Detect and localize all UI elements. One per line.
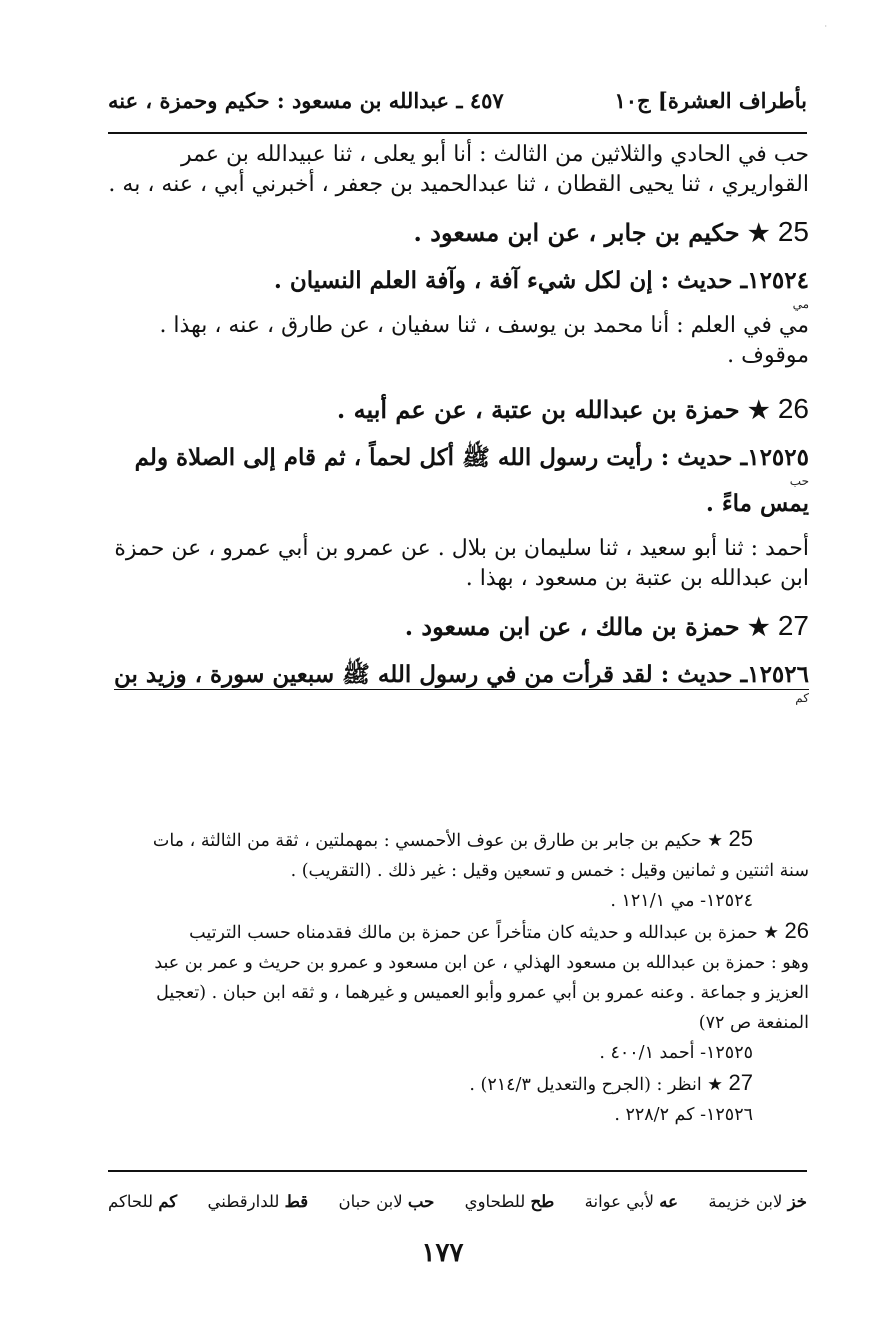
hadith-12525: ١٢٥٢٥ـ حديث : رأيت رسول الله ﷺ أكل لحماً ، ثم قام إلى الصلاة ولم [134,444,809,471]
narrator-heading-27 [106,608,809,645]
footnote-number: 25 [728,826,753,851]
paragraph-line: أحمد : ثنا أبو سعيد ، ثنا سليمان بن بلال . عن عمرو بن أبي عمرو ، عن حمزة [114,536,809,561]
star-icon: ★ [747,218,770,247]
hadith-12526-text: ١٢٥٢٦ـ حديث : لقد قرأت من في رسول الله ﷺ سبعين سورة ، وزيد بن [113,661,809,688]
narrator-name: حكيم بن جابر ، عن ابن مسعود . [413,218,740,247]
footnote-line: سنة اثنتين و ثمانين وقيل : خمس و تسعين وقيل : غير ذلك . (التقريب) . [290,861,809,881]
source-symbol: كم [795,691,809,705]
footnote-27 [106,1068,809,1100]
abbr-item: عه لأبي عوانة [584,1191,678,1211]
footnote-number: 27 [728,1070,753,1095]
footnote-number: 26 [784,918,809,943]
footnote-text: ★ حمزة بن عبدالله و حديثه كان متأخراً عن حمزة بن مالك فقدمناه حسب الترتيب [189,923,779,943]
abbr-item: حب لابن حبان [338,1191,435,1211]
footnote-12526: ١٢٥٢٦- كم ٢٢٨/٢ . [614,1105,753,1125]
narrator-number: 27 [777,610,809,641]
abbr-item: طح للطحاوي [464,1191,555,1211]
hadith-12525-cont: يمس ماءً . [705,490,809,517]
footnote-line: المنفعة ص ٧٢) [698,1013,809,1033]
paragraph-line: القواريري ، ثنا يحيى القطان ، ثنا عبدالحميد بن جعفر ، أخبرني أبي ، عنه ، به . [108,172,809,197]
footer-rule [108,1170,807,1172]
footnote-12524: ١٢٥٢٤- مي ١٢١/١ . [610,891,753,911]
abbreviation-key [108,1184,807,1218]
source-symbol: حب [789,474,809,488]
narrator-name: حمزة بن عبدالله بن عتبة ، عن عم أبيه . [336,395,740,424]
paragraph-line: موقوف . [727,343,809,368]
paragraph-line: حب في الحادي والثلاثين من الثالث : أنا أبو يعلى ، ثنا عبيدالله بن عمر [181,142,809,167]
footnotes [106,824,809,1130]
paragraph-line: ابن عبدالله بن عتبة بن مسعود ، بهذا . [465,566,809,591]
abbr-item: كم للحاكم [108,1191,178,1211]
main-text [106,140,809,705]
narrator-number: 26 [777,393,809,424]
narrator-heading-25 [106,214,809,251]
hadith-12526 [106,659,809,691]
footnote-12525: ١٢٥٢٥- أحمد ٤٠٠/١ . [599,1043,753,1063]
header-section-title: ٤٥٧ ـ عبدالله بن مسعود : حكيم وحمزة ، عنه [108,87,504,113]
narrator-heading-26 [106,391,809,428]
footnote-text: ★ حكيم بن جابر بن طارق بن عوف الأحمسي : بمهملتين ، ثقة من الثالثة ، مات [152,831,723,851]
running-header [108,80,807,120]
star-icon: ★ [747,395,770,424]
page-number: ١٧٧ [421,1238,464,1268]
footnote-text: ★ انظر : (الجرح والتعديل ٢١٤/٣) . [469,1075,723,1095]
footnote-26 [106,916,809,948]
footnote-25 [106,824,809,856]
page-corner-mark: · [824,22,827,31]
header-book-title: بأطراف العشرة] ج١٠ [614,87,807,113]
footnote-line: وهو : حمزة بن عبدالله بن مسعود الهذلي ، عن ابن مسعود و عمرو بن حريث و عمر بن عبد [154,953,809,973]
hadith-12524: ١٢٥٢٤ـ حديث : إن لكل شيء آفة ، وآفة العلم النسيان . [273,267,809,294]
abbr-item: قط للدارقطني [207,1191,309,1211]
abbr-item: خز لابن خزيمة [708,1191,807,1211]
narrator-number: 25 [777,216,809,247]
narrator-name: حمزة بن مالك ، عن ابن مسعود . [404,612,740,641]
paragraph-line: مي في العلم : أنا محمد بن يوسف ، ثنا سفيان ، عن طارق ، عنه ، بهذا . [159,313,809,338]
star-icon: ★ [747,612,770,641]
footnote-line: العزيز و جماعة . وعنه عمرو بن أبي عمرو وأبو العميس و غيرهما ، و ثقه ابن حبان . (تعجيل [156,983,809,1003]
source-symbol: مي [792,297,809,311]
header-rule [108,132,807,134]
